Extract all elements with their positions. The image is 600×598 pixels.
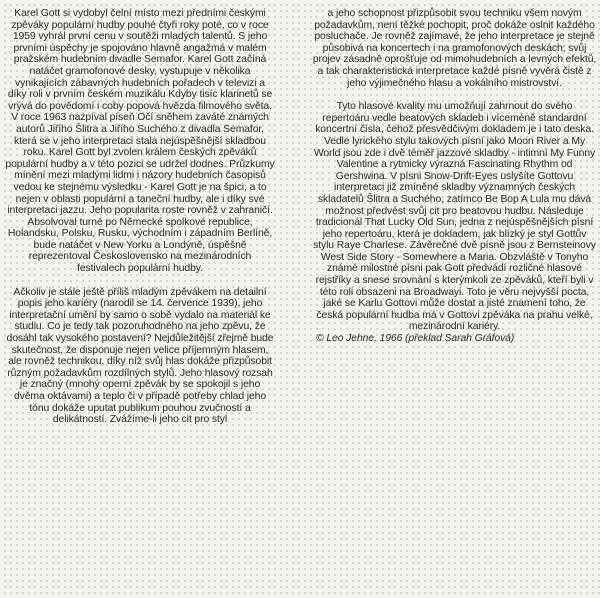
left-column: [5, 8, 275, 438]
right-column: [312, 8, 597, 345]
translation-credit: © Leo Jehne, 1966 (překlad Sarah Gráfová): [316, 333, 515, 345]
left-paragraph-1: Karel Gott si vydobyl čelní místo mezi předními českými zpěváky populární hudby pouhé čtyři roky poté, co v roce 1959 vyhrál první cenu v soutěži mladých talentů. S jeho prvními úspěchy je spojováno hlavně angažmá v malém pražském hudebním divadle Semafor. Karel Gott začíná natáčet gramofonové desky, vystupuje v několika vynikajících zábavných hudebních pořadech v televizi a díky roli v prvním českém muzikálu Kdyby tisíc klarinetů se vrývá do povědomí i coby popová hvězda filmového světa. V roce 1963 nazpíval píseň Očí sněhem zaváté známých autorů Jiřího Šlitra a Jiřího Suchého z divadla Semafor, která se v jeho interpretaci stala nejúspěšnější skladbou roku. Karel Gott byl zvolen králem českých zpěváků populární hudby a v této pozici se udržel dodnes. Průzkumy mínění mezi mladými lidmi i názory hudebních časopisů vedou ke stejnému výsledku - Karel Gott je na špici, a to nejen v oblasti populární a taneční hudby, ale i díky své interpretaci jazzu. Jeho popularita roste rovněž v zahraničí. Absolvoval turné po Německé spolkové republice, Holandsku, Polsku, Rusku, východním i západním Berlíně, bude natáčet v New Yorku a Londýně, úspěšně reprezentoval Československo na mezinárodních festivalech populární hudby.: [5, 8, 275, 275]
right-paragraph-1: a jeho schopnost přizpůsobit svou techniku všem novým požadavkům, není těžké pochopit, proč dokáže oslnit každého posluchače. Je rovněž zajímavé, že jeho interpretace je stejně působivá na koncertech i na gramofonových deskách; svůj projev zásadně oprošťuje od mimohudebních a levných efektů, a tak charakteristická interpretace každé písně vyvěrá čistě z jeho výjimečného hlasu a vokálního mistrovství.: [312, 8, 597, 89]
left-paragraph-2: Ačkoliv je stále ještě příliš mladým zpěvákem na detailní popis jeho kariéry (narodil se 14. července 1939), jeho interpretační umění by samo o sobě vydalo na materiál ke studiu. Co je tedy tak pozoruhodného na jeho zpěvu, že dosáhl tak vysokého postavení? Nejdůležitější zřejmě bude skutečnost, že disponuje nejen velice příjemným hlasem, ale rovněž technikou, díky níž svůj hlas dokáže přizpůsobit různým požadavkům rozdílných stylů. Jeho hlasový rozsah je značný (mnohý operní zpěvák by se spokojil s jeho dvěma oktávami) a teplo či v případě potřeby chlad jeho tónu dokáže uputat publikum pouhou zvučností a delikátností. Zvážíme-li jeho cit pro styl: [6, 286, 274, 426]
right-paragraph-2: Tyto hlasové kvality mu umožňují zahrnout do svého repertoáru vedle beatových skladeb i víceméně standardní koncertní čísla, čehož přesvědčivým dokladem je i tato deska. Vedle lyrického stylu takových písní jako Moon River a My World jsou zde i dvě téměř jazzové skladby - intimní My Funny Valentine a rytmicky výrazná Fascinating Rhythm od Gershwina. V písni Snow-Drift-Eyes uslyšíte Gottovu interpretaci již zmíněné skladby významných českých skladatelů Šlitra a Suchého, zatímco Be Bop A Lula mu dává možnost předvést svůj cit pro beatovou hudbu. Následuje tradicionál That Lucky Old Sun, jedna z nejúspěšnějších písní jeho repertoáru, která je dokladem, jak blízký je styl Gottův stylu Raye Charlese. Závěrečné dvě písně jsou z Bernsteinovy West Side Story - Somewhere a Maria. Obzvláště v Tonyho známé milostné písni pak Gott předvádí rozličné hlasové rejstříky a snese srovnání s kterýmkoli ze zpěváků, kteří byli v této roli obsazeni na Broadwayi. Toto je věru nejvyšší pocta, jaké se Karlu Gottovi může dostat a jisté znamení toho, že česká populární hudba má v Gottovi zpěváka na prahu velké, mezinárodní kariéry.: [313, 101, 596, 333]
